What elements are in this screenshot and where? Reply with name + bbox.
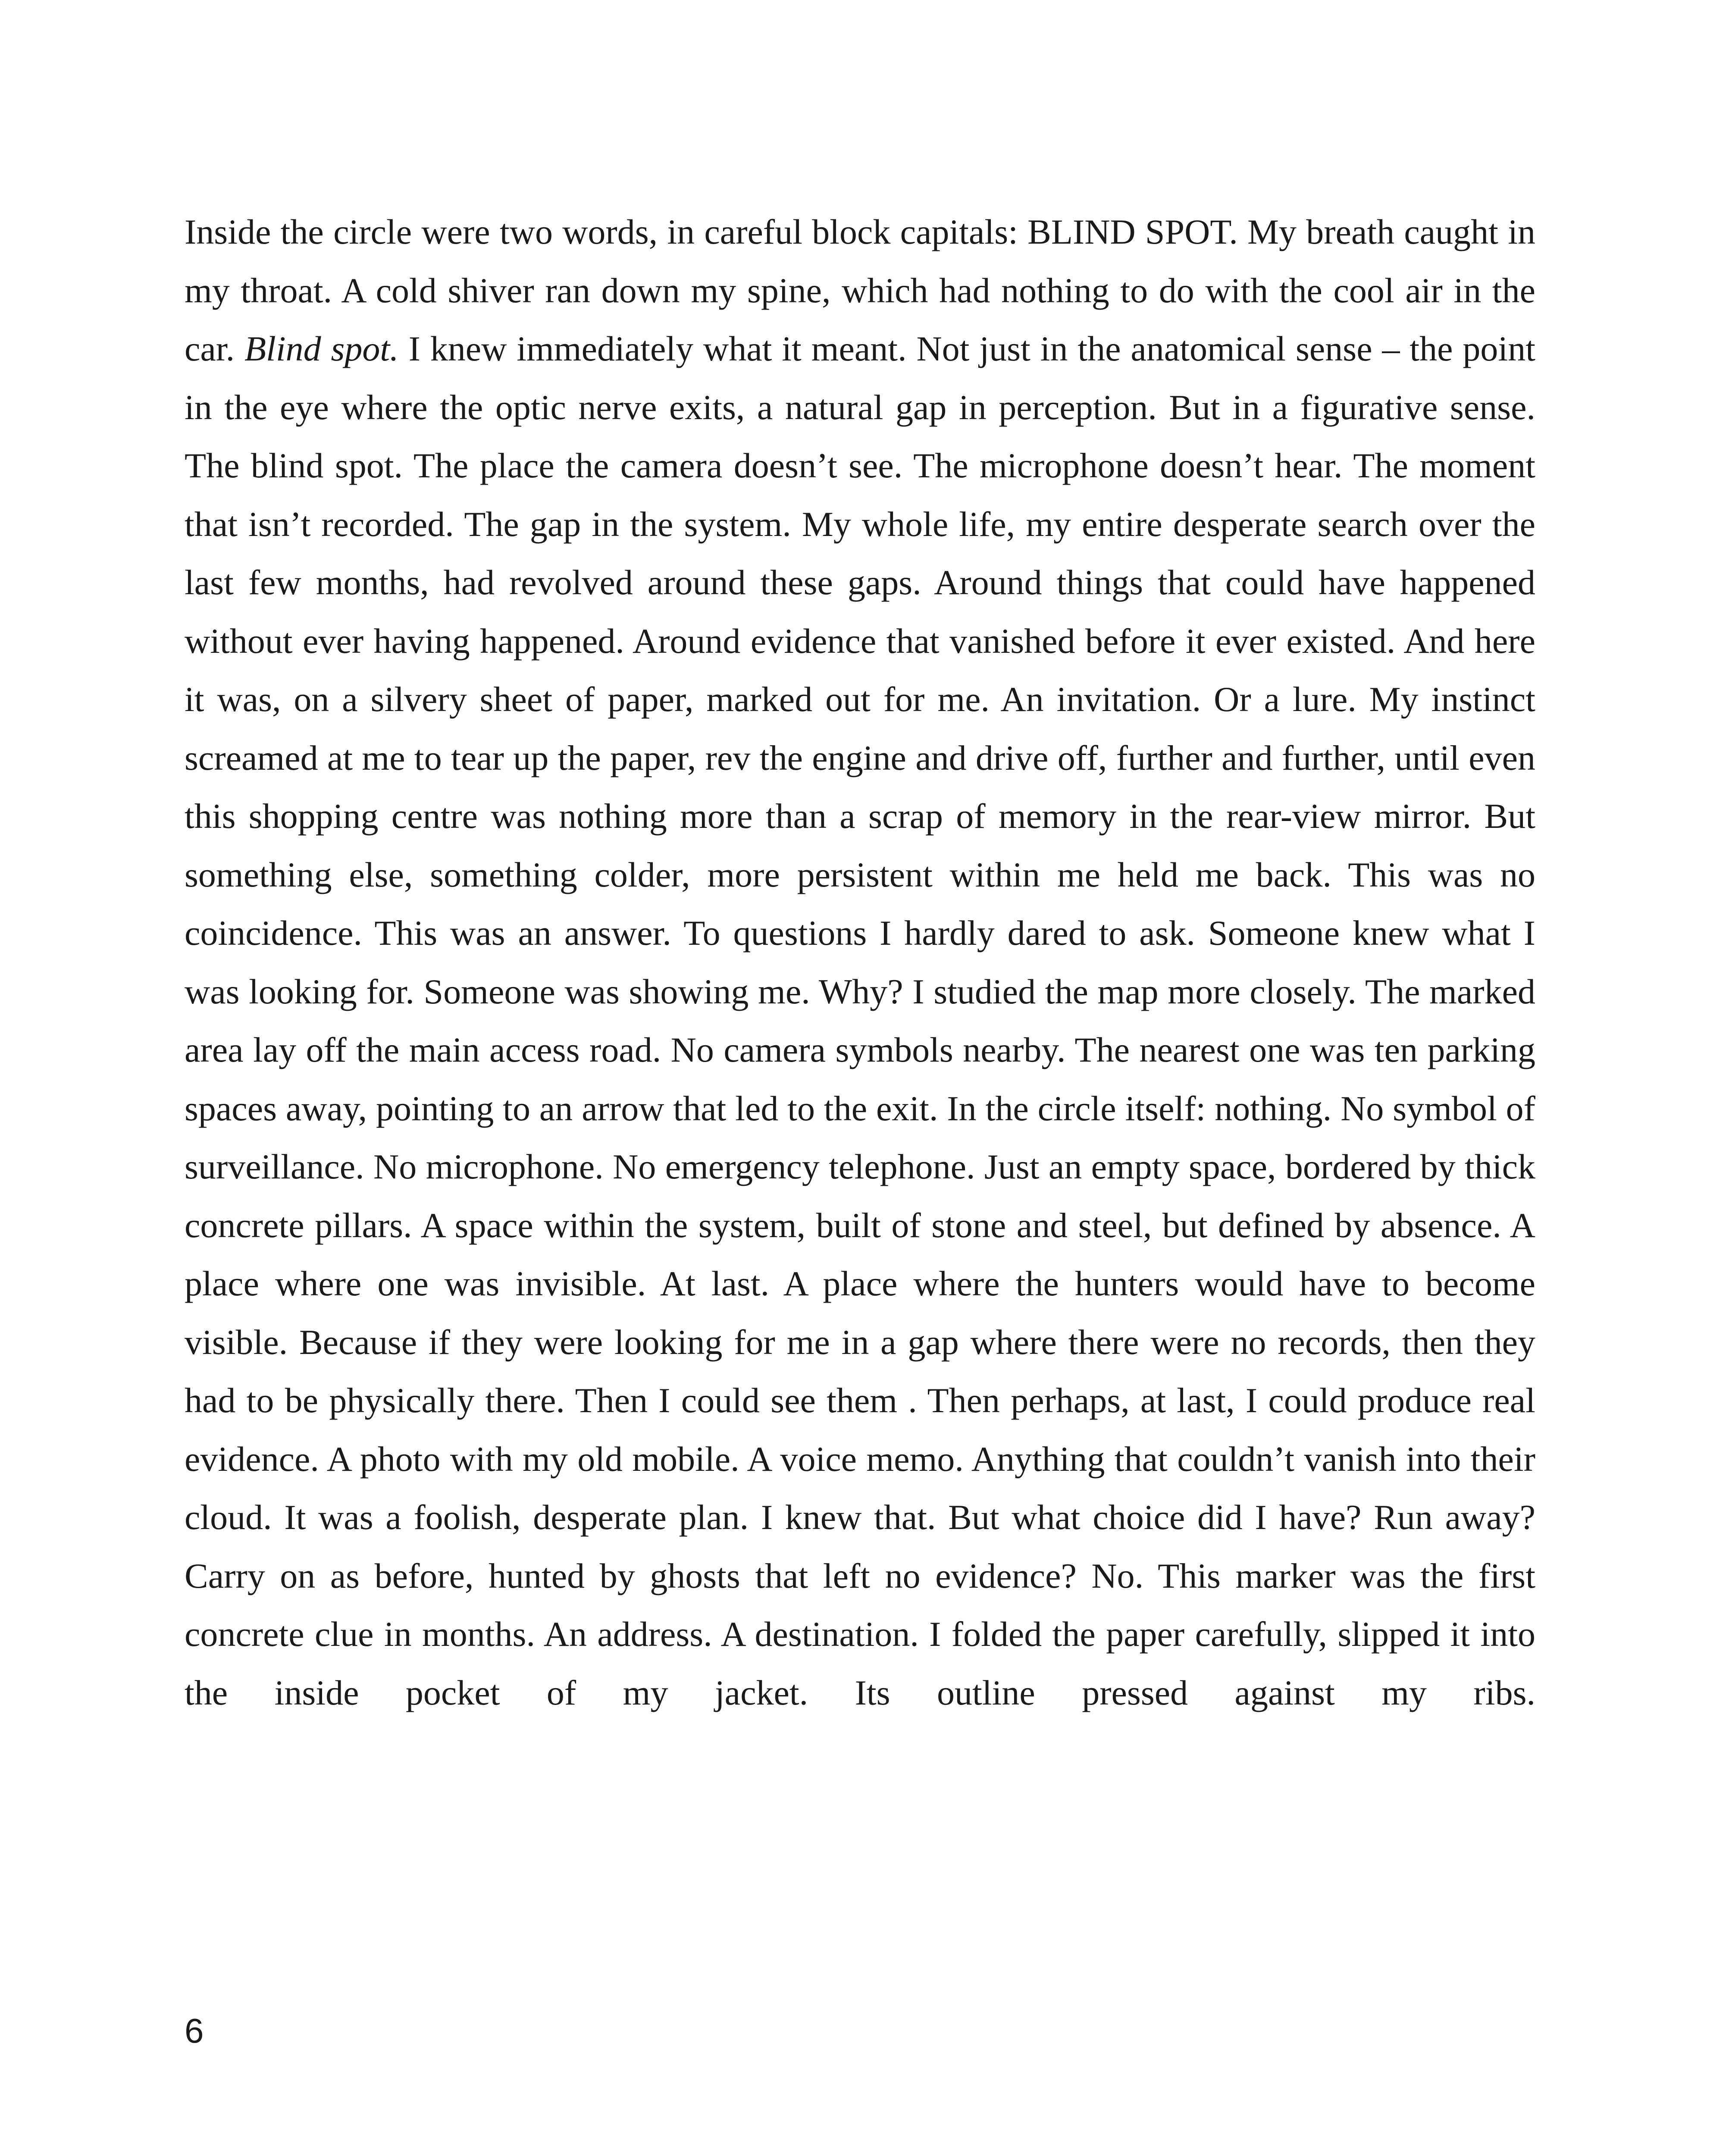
italic-phrase: Blind spot.: [244, 329, 399, 368]
paragraph-text-start: Inside the circle were two words, in careful block capitals: BLIND SPOT. My breath caught in my throat. A cold shiver ran down my spine, which had nothing to do with the cool air in the car.: [185, 212, 1535, 368]
paragraph-text-rest: I knew immediately what it meant. Not just in the anatomical sense – the point in the eye where the optic nerve exits, a natural gap in perception. But in a figurative sense. The blind spot. The place the camera doesn’t see. The microphone doesn’t hear. The moment that isn’t recorded. The gap in the system. My whole life, my entire desperate search over the last few months, had revolved around these gaps. Around things that could have happened without ever having happened. Around evidence that vanished before it ever existed. And here it was, on a silvery sheet of paper, marked out for me. An invitation. Or a lure. My instinct screamed at me to tear up the paper, rev the engine and drive off, further and further, until even this shopping centre was nothing more than a scrap of memory in the rear-view mirror. But something else, something colder, more persistent within me held me back. This was no coincidence. This was an answer. To questions I hardly dared to ask. Someone knew what I was looking for. Someone was showing me. Why? I studied the map more closely. The marked area lay off the main access road. No camera symbols nearby. The nearest one was ten parking spaces away, pointing to an arrow that led to the exit. In the circle itself: nothing. No symbol of surveillance. No microphone. No emergency telephone. Just an empty space, bordered by thick concrete pillars. A space within the system, built of stone and steel, but defined by absence. A place where one was invisible. At last. A place where the hunters would have to become visible. Because if they were looking for me in a gap where there were no records, then they had to be physically there. Then I could see them . Then perhaps, at last, I could produce real evidence. A photo with my old mobile. A voice memo. Anything that couldn’t vanish into their cloud. It was a foolish, desperate plan. I knew that. But what choice did I have? Run away? Carry on as before, hunted by ghosts that left no evidence? No. This marker was the first concrete clue in months. An address. A destination. I folded the paper carefully, slipped it into the inside pocket of my jacket. Its outline pressed against my ribs.: [185, 329, 1535, 1712]
page-number: 6: [185, 2012, 204, 2050]
body-paragraph: [185, 203, 1535, 1722]
